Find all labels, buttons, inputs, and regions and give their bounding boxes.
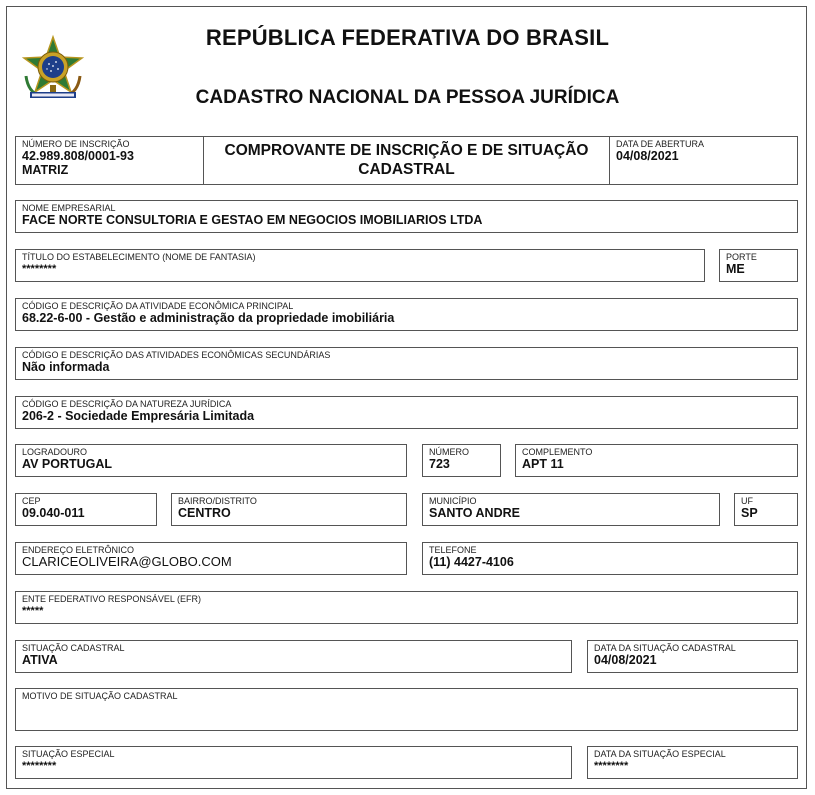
- abertura-label: DATA DE ABERTURA: [616, 139, 705, 149]
- data-situacao-field: [587, 640, 798, 673]
- inscricao-field: [15, 136, 204, 185]
- atividade-principal-field: [15, 298, 798, 331]
- email-value: CLARICEOLIVEIRA@GLOBO.COM: [22, 554, 232, 569]
- nome-empresarial-field: [15, 200, 798, 233]
- situacao-cadastral-field: [15, 640, 572, 673]
- numero-value: 723: [429, 457, 450, 471]
- bairro-label: BAIRRO/DISTRITO: [178, 496, 257, 506]
- email-field: [15, 542, 407, 575]
- inscricao-tipo: MATRIZ: [22, 163, 69, 177]
- page-title: REPÚBLICA FEDERATIVA DO BRASIL: [205, 25, 610, 50]
- abertura-field: [609, 136, 798, 185]
- atividade-principal-label: CÓDIGO E DESCRIÇÃO DA ATIVIDADE ECONÔMICA PRINCIPAL: [22, 301, 294, 311]
- cep-value: 09.040-011: [22, 506, 85, 520]
- porte-label: PORTE: [726, 252, 757, 262]
- numero-label: NÚMERO: [429, 447, 469, 457]
- situacao-especial-field: [15, 746, 572, 779]
- porte-value: ME: [726, 262, 745, 276]
- data-situacao-especial-label: DATA DA SITUAÇÃO ESPECIAL: [594, 749, 726, 759]
- atividades-secundarias-label: CÓDIGO E DESCRIÇÃO DAS ATIVIDADES ECONÔMICAS SECUNDÁRIAS: [22, 350, 331, 360]
- natureza-juridica-value: 206-2 - Sociedade Empresária Limitada: [22, 409, 255, 423]
- atividades-secundarias-field: [15, 347, 798, 380]
- data-situacao-especial-value: ********: [594, 760, 629, 772]
- page-subtitle: CADASTRO NACIONAL DA PESSOA JURÍDICA: [195, 87, 620, 108]
- data-situacao-value: 04/08/2021: [594, 653, 657, 667]
- email-label: ENDEREÇO ELETRÔNICO: [22, 545, 135, 555]
- cep-label: CEP: [22, 496, 41, 506]
- nome-empresarial-label: NOME EMPRESARIAL: [22, 203, 116, 213]
- efr-field: [15, 591, 798, 624]
- logradouro-label: LOGRADOURO: [22, 447, 88, 457]
- porte-field: [719, 249, 798, 282]
- municipio-label: MUNICÍPIO: [429, 496, 477, 506]
- nome-fantasia-label: TÍTULO DO ESTABELECIMENTO (NOME DE FANTASIA): [22, 252, 256, 262]
- nome-empresarial-value: FACE NORTE CONSULTORIA E GESTAO EM NEGOCIOS IMOBILIARIOS LTDA: [22, 213, 483, 227]
- inscricao-value: 42.989.808/0001-93: [22, 149, 134, 163]
- telefone-field: [422, 542, 798, 575]
- uf-label: UF: [741, 496, 753, 506]
- motivo-situacao-field: [15, 688, 798, 731]
- uf-field: [734, 493, 798, 526]
- efr-value: *****: [22, 605, 44, 617]
- situacao-especial-label: SITUAÇÃO ESPECIAL: [22, 749, 115, 759]
- atividade-principal-value: 68.22-6-00 - Gestão e administração da propriedade imobiliária: [22, 311, 395, 325]
- nome-fantasia-value: ********: [22, 263, 57, 275]
- cep-field: [15, 493, 157, 526]
- data-situacao-especial-field: [587, 746, 798, 779]
- data-situacao-label: DATA DA SITUAÇÃO CADASTRAL: [594, 643, 736, 653]
- uf-value: SP: [741, 506, 758, 520]
- natureza-juridica-label: CÓDIGO E DESCRIÇÃO DA NATUREZA JURÍDICA: [22, 399, 232, 409]
- complemento-label: COMPLEMENTO: [522, 447, 593, 457]
- municipio-value: SANTO ANDRE: [429, 506, 520, 520]
- situacao-especial-value: ********: [22, 760, 57, 772]
- municipio-field: [422, 493, 720, 526]
- logradouro-value: AV PORTUGAL: [22, 457, 113, 471]
- comprovante-title-line1: COMPROVANTE DE INSCRIÇÃO E DE SITUAÇÃO: [224, 142, 589, 159]
- nome-fantasia-field: [15, 249, 705, 282]
- complemento-field: [515, 444, 798, 477]
- logradouro-field: [15, 444, 407, 477]
- comprovante-title-line2: CADASTRAL: [358, 161, 455, 178]
- motivo-situacao-label: MOTIVO DE SITUAÇÃO CADASTRAL: [22, 691, 178, 701]
- atividades-secundarias-value: Não informada: [22, 360, 110, 374]
- situacao-cadastral-label: SITUAÇÃO CADASTRAL: [22, 643, 125, 653]
- complemento-value: APT 11: [522, 457, 564, 471]
- inscricao-label: NÚMERO DE INSCRIÇÃO: [22, 139, 130, 149]
- situacao-cadastral-value: ATIVA: [22, 653, 58, 667]
- abertura-value: 04/08/2021: [616, 149, 679, 163]
- efr-label: ENTE FEDERATIVO RESPONSÁVEL (EFR): [22, 594, 202, 604]
- telefone-label: TELEFONE: [429, 545, 477, 555]
- telefone-value: (11) 4427-4106: [429, 555, 514, 569]
- natureza-juridica-field: [15, 396, 798, 429]
- numero-field: [422, 444, 501, 477]
- bairro-value: CENTRO: [178, 506, 231, 520]
- comprovante-title-box: [203, 136, 610, 185]
- bairro-field: [171, 493, 407, 526]
